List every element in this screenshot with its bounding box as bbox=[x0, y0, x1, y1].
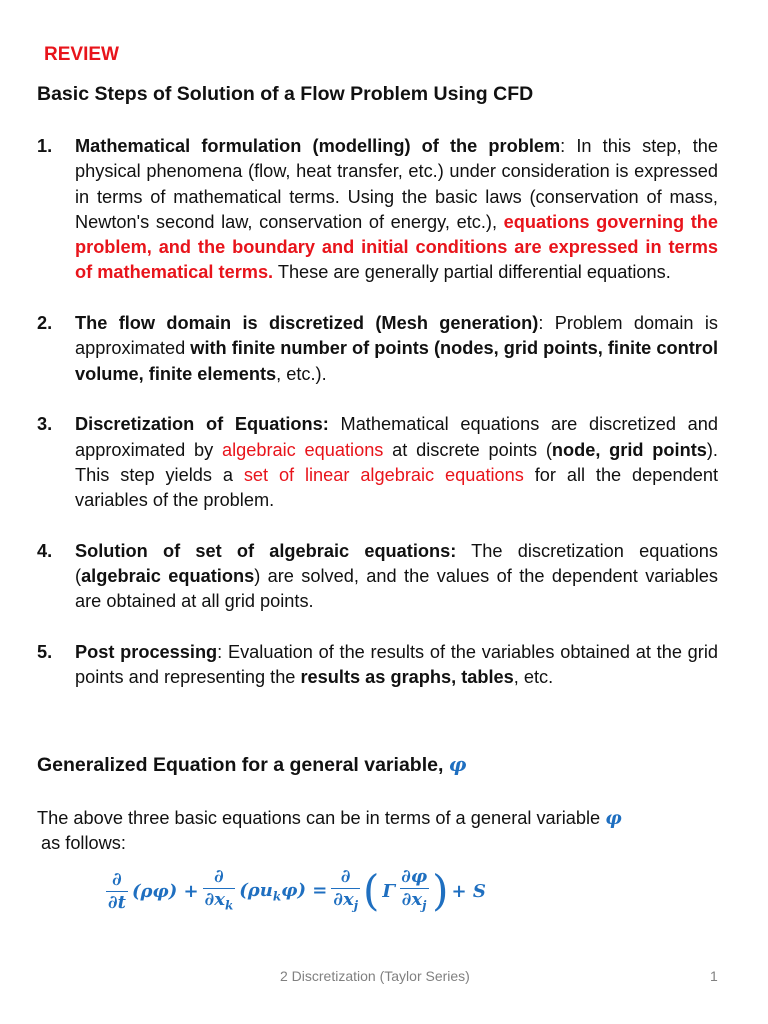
generalized-equation bbox=[104, 866, 488, 917]
step-text: : Evaluation of the results of the variables obtained at the grid points and representing the bbox=[75, 641, 718, 688]
diffusive-derivative bbox=[331, 866, 360, 917]
step-text: , etc. bbox=[513, 667, 554, 688]
step-text: : Problem domain is approximated bbox=[75, 313, 718, 359]
step-text: at discrete points ( bbox=[383, 439, 552, 460]
step-3 bbox=[0, 412, 718, 513]
gradient bbox=[399, 866, 429, 917]
time-derivative bbox=[106, 869, 128, 914]
denominator bbox=[400, 888, 429, 917]
step-text: : In this step, the physical phenomena (flow, heat transfer, etc.) under consideration is expressed in terms of mathematical terms. Using the basic laws (conservation of mass, Newton's second law, conservation of energy, etc.), bbox=[75, 136, 718, 232]
step-number: 5. bbox=[37, 641, 53, 662]
subscript-j: j bbox=[422, 898, 427, 913]
numerator: ∂ bbox=[214, 866, 224, 887]
close-paren: ) bbox=[432, 866, 449, 916]
source-term: + S bbox=[451, 880, 486, 902]
step-highlight: equations governing the problem, and the boundary and initial conditions are expressed in terms of mathematical terms. bbox=[75, 211, 718, 283]
step-5 bbox=[0, 640, 718, 691]
step-text: ) are solved, and the values of the dependent variables are obtained at all grid points. bbox=[75, 566, 719, 612]
step-text: , etc.). bbox=[276, 363, 327, 384]
unsteady-term: (ρφ) + bbox=[131, 880, 199, 902]
term-part: (ρu bbox=[239, 879, 273, 901]
step-number: 1. bbox=[37, 136, 53, 156]
dx: ∂x bbox=[204, 889, 225, 910]
step-highlight: algebraic equations bbox=[221, 439, 384, 460]
step-bold: with finite number of points (nodes, grid points, finite control volume, finite elements bbox=[75, 338, 718, 384]
subscript-k: k bbox=[272, 889, 282, 904]
section-heading bbox=[37, 753, 466, 777]
step-text: for all the dependent variables of the problem. bbox=[75, 464, 719, 511]
step-number: 4. bbox=[37, 540, 53, 561]
step-bold: algebraic equations bbox=[81, 566, 255, 587]
step-title: Mathematical formulation (modelling) of the problem bbox=[75, 136, 561, 156]
open-paren: ( bbox=[363, 866, 380, 916]
review-label: REVIEW bbox=[44, 44, 119, 65]
page-title: Basic Steps of Solution of a Flow Problem Using CFD bbox=[37, 83, 534, 105]
convective-derivative bbox=[203, 866, 236, 917]
paragraph-line-1: The above three basic equations can be in terms of a general variable bbox=[37, 808, 606, 828]
step-bold: results as graphs, tables bbox=[300, 667, 514, 688]
step-text: The discretization equations ( bbox=[75, 540, 718, 587]
step-title: Solution of set of algebraic equations: bbox=[75, 540, 457, 561]
denominator bbox=[331, 888, 360, 917]
step-bold: node, grid points bbox=[551, 439, 707, 460]
step-text: ). This step yields a bbox=[75, 439, 718, 485]
convective-term bbox=[237, 880, 329, 904]
step-highlight: set of linear algebraic equations bbox=[243, 464, 524, 485]
section-heading-text: Generalized Equation for a general variable, bbox=[37, 754, 449, 776]
step-number: 3. bbox=[37, 414, 53, 435]
footer-title: 2 Discretization (Taylor Series) bbox=[280, 968, 470, 984]
numerator: ∂φ bbox=[401, 866, 428, 887]
steps-list bbox=[0, 134, 768, 716]
intro-paragraph bbox=[37, 806, 717, 857]
numerator: ∂ bbox=[112, 868, 122, 890]
step-title: Post processing bbox=[75, 641, 218, 662]
denominator bbox=[203, 888, 236, 917]
paragraph-line-2: as follows: bbox=[41, 833, 126, 854]
gamma-symbol: Γ bbox=[382, 880, 396, 902]
dx: ∂x bbox=[333, 889, 354, 910]
step-text: Mathematical equations are discretized and approximated by bbox=[75, 414, 718, 460]
step-text: These are generally partial differential equations. bbox=[273, 262, 671, 283]
page-number: 1 bbox=[710, 968, 718, 984]
numerator: ∂ bbox=[340, 866, 351, 887]
step-1 bbox=[0, 134, 718, 286]
phi-symbol: φ bbox=[448, 753, 467, 776]
subscript-k: k bbox=[224, 898, 234, 913]
phi-symbol: φ bbox=[605, 808, 622, 829]
step-4 bbox=[0, 539, 718, 615]
term-part: φ) = bbox=[281, 879, 328, 901]
step-title: The flow domain is discretized (Mesh generation) bbox=[75, 313, 539, 334]
step-title: Discretization of Equations: bbox=[75, 414, 329, 435]
step-2 bbox=[0, 311, 718, 387]
dx: ∂x bbox=[401, 889, 423, 910]
denominator: ∂t bbox=[108, 891, 126, 913]
subscript-j: j bbox=[353, 898, 359, 913]
step-number: 2. bbox=[37, 313, 53, 334]
